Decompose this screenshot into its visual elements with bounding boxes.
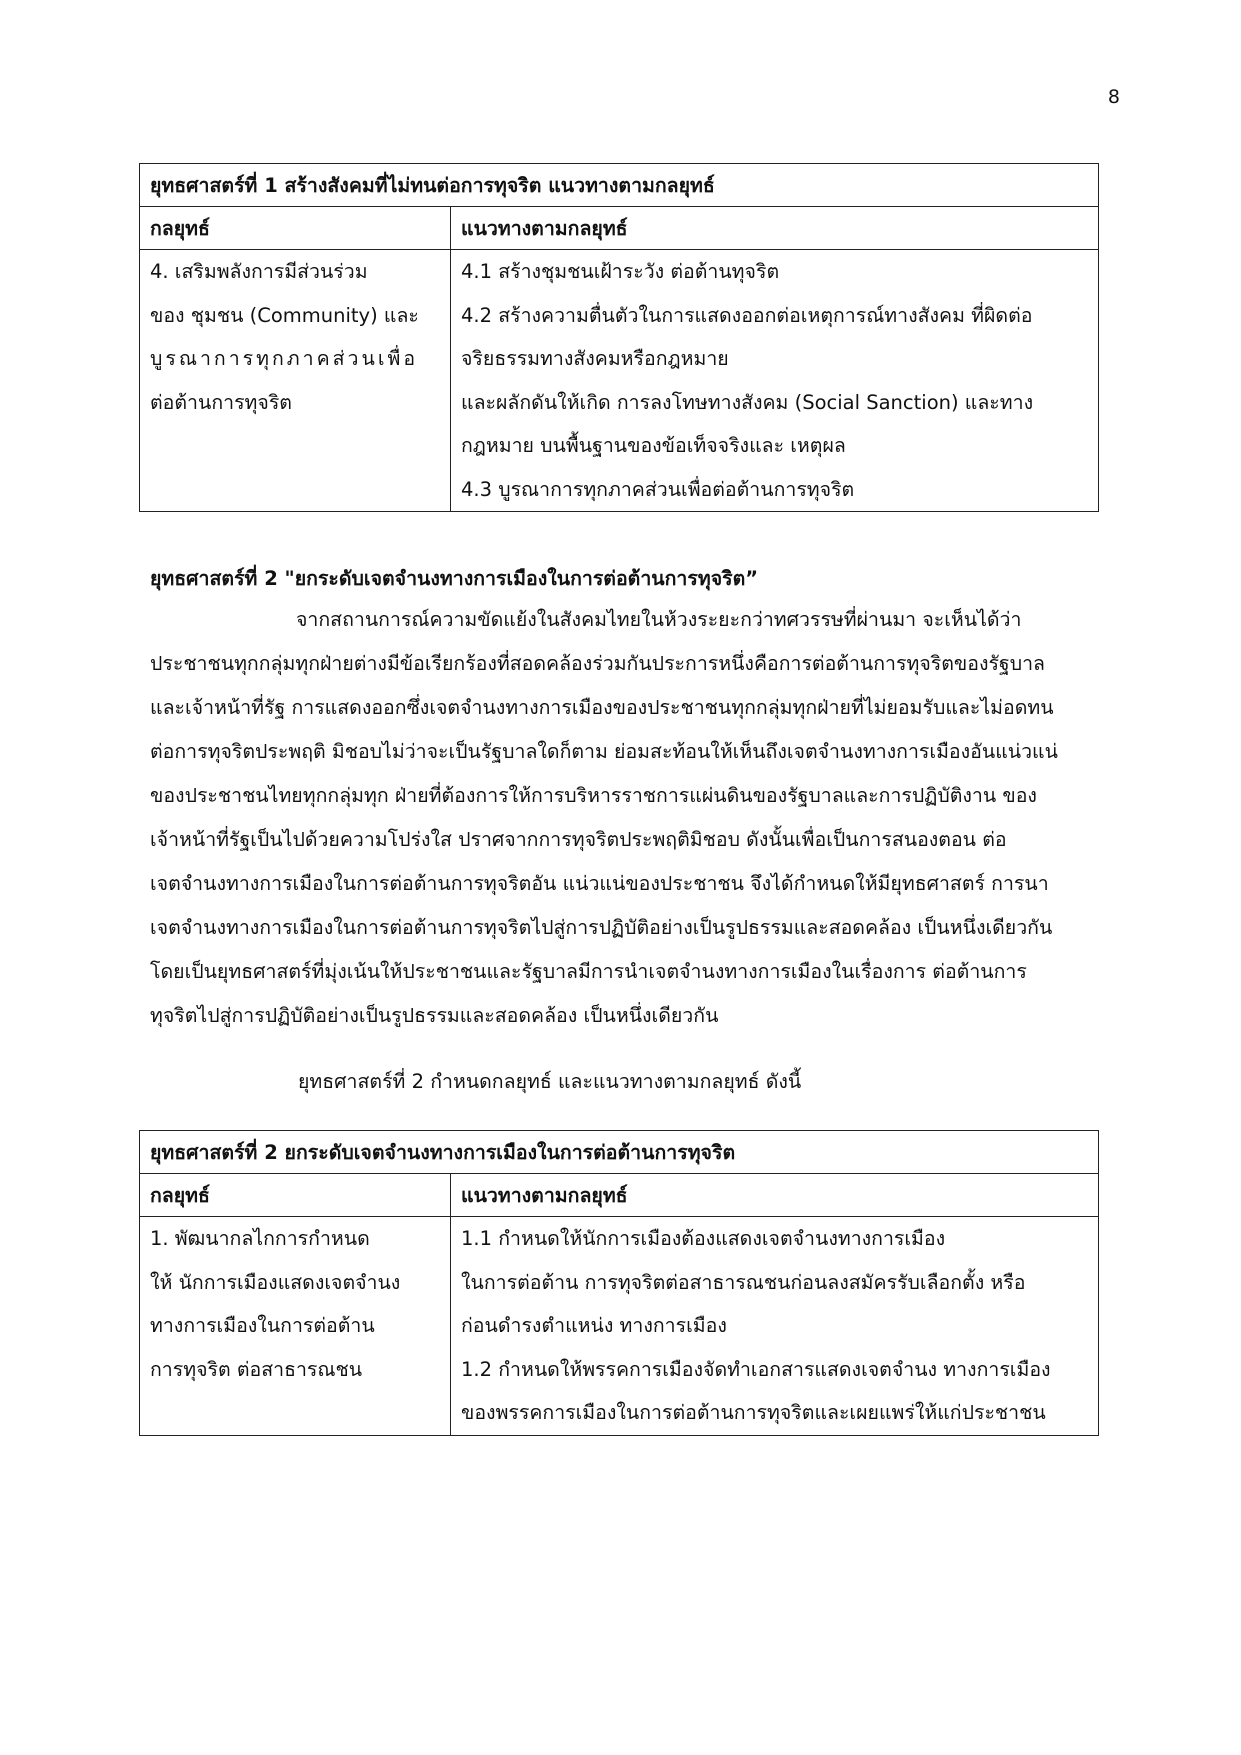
paragraph-line: โดยเป็นยุทธศาสตร์ที่มุ่งเน้นให้ประชาชนและรัฐบาลมีการนำเจตจำนงทางการเมืองในเรื่องการ ต่อต้านการ bbox=[150, 960, 1027, 983]
guideline-cell bbox=[451, 250, 1099, 512]
cell-line: 4.1 สร้างชุมชนเฝ้าระวัง ต่อต้านทุจริต bbox=[461, 260, 780, 283]
table-header-row bbox=[140, 1174, 1099, 1217]
cell-line: ของ ชุมชน (Community) และ bbox=[150, 303, 419, 327]
strategy-1-table bbox=[139, 163, 1099, 512]
cell-line: ต่อต้านการทุจริต bbox=[150, 390, 292, 414]
table-title: ยุทธศาสตร์ที่ 2 ยกระดับเจตจำนงทางการเมืองในการต่อต้านการทุจริต bbox=[140, 1131, 1099, 1174]
paragraph-line: ของประชาชนไทยทุกกลุ่มทุก ฝ่ายที่ต้องการให้การบริหารราชการแผ่นดินของรัฐบาลและการปฏิบัติงาน ของ bbox=[150, 784, 1037, 807]
cell-line: ก่อนดำรงตำแหน่ง ทางการเมือง bbox=[461, 1314, 727, 1337]
paragraph-line: เจตจำนงทางการเมืองในการต่อต้านการทุจริตอัน แน่วแน่ของประชาชน จึงได้กำหนดให้มียุทธศาสตร์ การนา bbox=[150, 872, 1049, 895]
paragraph-line: ต่อการทุจริตประพฤติ มิชอบไม่ว่าจะเป็นรัฐบาลใดก็ตาม ย่อมสะท้อนให้เห็นถึงเจตจำนงทางการเมืองอันแน่วแน่ bbox=[150, 740, 1058, 763]
page-number: 8 bbox=[1107, 86, 1120, 108]
cell-line: 4. เสริมพลังการมีส่วนร่วม bbox=[150, 260, 368, 283]
cell-line: จริยธรรมทางสังคมหรือกฎหมาย bbox=[461, 347, 729, 370]
cell-line: กฎหมาย บนพื้นฐานของข้อเท็จจริงและ เหตุผล bbox=[461, 434, 846, 457]
strategy-cell bbox=[140, 1217, 451, 1436]
section-2-heading: ยุทธศาสตร์ที่ 2 "ยกระดับเจตจำนงทางการเมืองในการต่อต้านการทุจริต” bbox=[150, 567, 759, 590]
cell-line: 4.3 บูรณาการทุกภาคส่วนเพื่อต่อต้านการทุจริต bbox=[461, 477, 855, 501]
table-title-row bbox=[140, 1131, 1099, 1174]
table-title: ยุทธศาสตร์ที่ 1 สร้างสังคมที่ไม่ทนต่อการทุจริต แนวทางตามกลยุทธ์ bbox=[140, 164, 1099, 207]
paragraph-line: ทุจริตไปสู่การปฏิบัติอย่างเป็นรูปธรรมและสอดคล้อง เป็นหนึ่งเดียวกัน bbox=[150, 1004, 719, 1027]
section-2-paragraph bbox=[150, 598, 1110, 1038]
paragraph-line: จากสถานการณ์ความขัดแย้งในสังคมไทยในห้วงระยะกว่าทศวรรษที่ผ่านมา จะเห็นได้ว่า bbox=[296, 608, 1022, 631]
cell-line: 1. พัฒนากลไกการกำหนด bbox=[150, 1227, 370, 1250]
column-header-guideline: แนวทางตามกลยุทธ์ bbox=[451, 207, 1099, 250]
cell-line: และผลักดันให้เกิด การลงโทษทางสังคม (Social Sanction) และทาง bbox=[461, 390, 1034, 414]
column-header-strategy: กลยุทธ์ bbox=[140, 1174, 451, 1217]
strategy-cell bbox=[140, 250, 451, 512]
cell-line: ทางการเมืองในการต่อต้าน bbox=[150, 1314, 375, 1337]
paragraph-line: และเจ้าหน้าที่รัฐ การแสดงออกซึ่งเจตจำนงทางการเมืองของประชาชนทุกกลุ่มทุกฝ่ายที่ไม่ยอมรับและไม่อดทน bbox=[150, 696, 1054, 719]
paragraph-line: เจตจำนงทางการเมืองในการต่อต้านการทุจริตไปสู่การปฏิบัติอย่างเป็นรูปธรรมและสอดคล้อง เป็นหนึ่งเดียวกัน bbox=[150, 916, 1053, 939]
guideline-cell bbox=[451, 1217, 1099, 1436]
cell-line: ของพรรคการเมืองในการต่อต้านการทุจริตและเผยแพร่ให้แก่ประชาชน bbox=[461, 1401, 1046, 1424]
cell-line: 4.2 สร้างความตื่นตัวในการแสดงออกต่อเหตุการณ์ทางสังคม ที่ผิดต่อ bbox=[461, 303, 1033, 327]
paragraph-line: ประชาชนทุกกลุ่มทุกฝ่ายต่างมีข้อเรียกร้องที่สอดคล้องร่วมกันประการหนึ่งคือการต่อต้านการทุจริตของรัฐบาล bbox=[150, 652, 1045, 675]
column-header-guideline: แนวทางตามกลยุทธ์ bbox=[451, 1174, 1099, 1217]
table-2-caption: ยุทธศาสตร์ที่ 2 กำหนดกลยุทธ์ และแนวทางตามกลยุทธ์ ดังนี้ bbox=[298, 1070, 802, 1093]
table-row bbox=[140, 1217, 1099, 1436]
paragraph-line: เจ้าหน้าที่รัฐเป็นไปด้วยความโปร่งใส ปราศจากการทุจริตประพฤติมิชอบ ดังนั้นเพื่อเป็นการสนองตอน ต่อ bbox=[150, 828, 1007, 851]
cell-line: บูรณาการทุกภาคส่วนเพื่อ bbox=[150, 347, 419, 370]
cell-line: 1.2 กำหนดให้พรรคการเมืองจัดทำเอกสารแสดงเจตจำนง ทางการเมือง bbox=[461, 1357, 1051, 1381]
cell-line: การทุจริต ต่อสาธารณชน bbox=[150, 1357, 363, 1381]
cell-line: 1.1 กำหนดให้นักการเมืองต้องแสดงเจตจำนงทางการเมือง bbox=[461, 1227, 946, 1250]
table-header-row bbox=[140, 207, 1099, 250]
table-title-row bbox=[140, 164, 1099, 207]
column-header-strategy: กลยุทธ์ bbox=[140, 207, 451, 250]
cell-line: ให้ นักการเมืองแสดงเจตจำนง bbox=[150, 1270, 401, 1294]
strategy-2-table bbox=[139, 1130, 1099, 1436]
table-row bbox=[140, 250, 1099, 512]
cell-line: ในการต่อต้าน การทุจริตต่อสาธารณชนก่อนลงสมัครรับเลือกตั้ง หรือ bbox=[461, 1270, 1026, 1294]
